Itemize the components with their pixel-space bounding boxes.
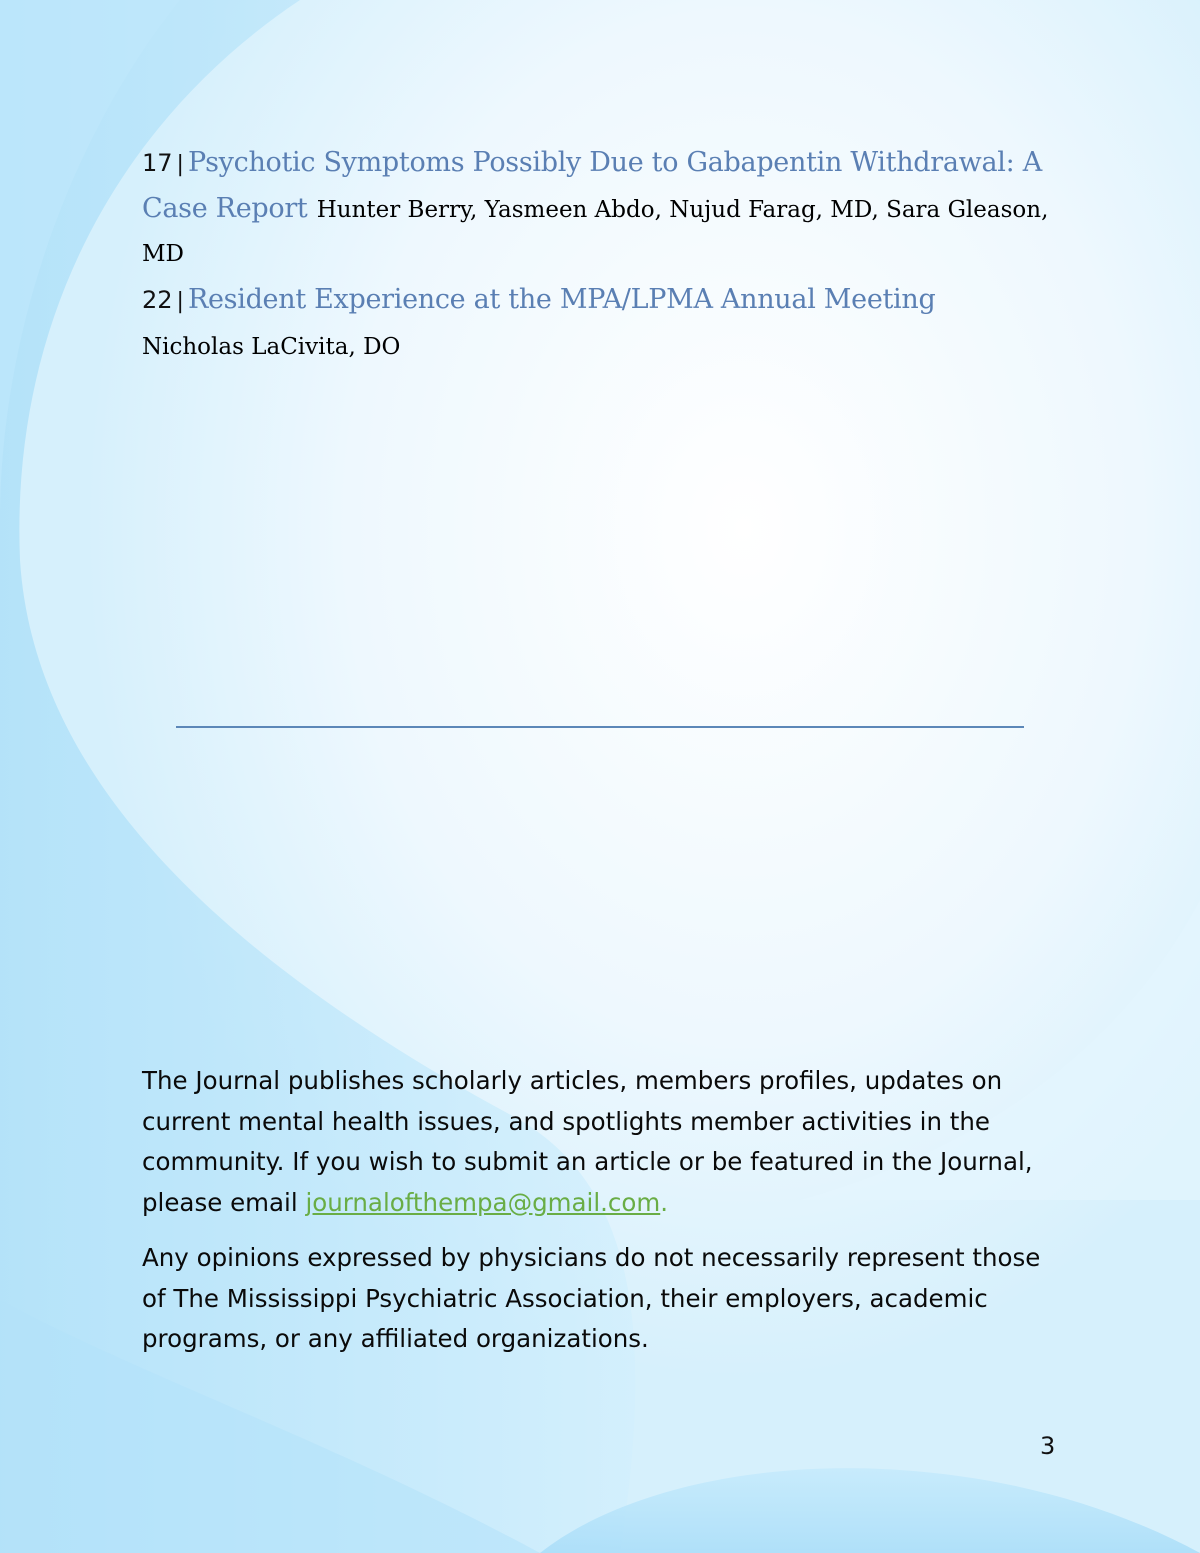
toc-page-number: 22: [142, 286, 173, 314]
toc-article-authors: Nicholas LaCivita, DO: [142, 334, 401, 360]
toc-article-title[interactable]: Resident Experience at the MPA/LPMA Annual Meeting: [187, 284, 936, 315]
submission-notice: [142, 1061, 1062, 1223]
toc-separator: |: [176, 152, 184, 177]
toc-article-authors: Hunter Berry, Yasmeen Abdo, Nujud Farag, MD, Sara Gleason, MD: [142, 197, 1049, 267]
toc-entry[interactable]: [142, 277, 1062, 366]
page-number: 3: [1040, 1432, 1056, 1460]
contact-email-link[interactable]: journalofthempa@gmail.com: [305, 1187, 661, 1217]
toc-separator: |: [176, 289, 184, 314]
section-divider: [176, 726, 1024, 728]
disclaimer: Any opinions expressed by physicians do not necessarily represent those of The Mississippi Psychiatric Association, their employers, academic programs, or any affiliated organizations.: [142, 1243, 1041, 1353]
submission-notice-text: The Journal publishes scholarly articles, members profiles, updates on current mental health issues, and spotlights member activities in the community. If you wish to submit an article or be featured in the Journal, please email: [142, 1066, 1033, 1217]
toc-entry[interactable]: [142, 140, 1062, 273]
toc-article-title[interactable]: Psychotic Symptoms Possibly Due to Gabapentin Withdrawal: A Case Report: [142, 147, 1042, 224]
toc-page-number: 17: [142, 149, 173, 177]
notice-period: .: [660, 1187, 669, 1217]
